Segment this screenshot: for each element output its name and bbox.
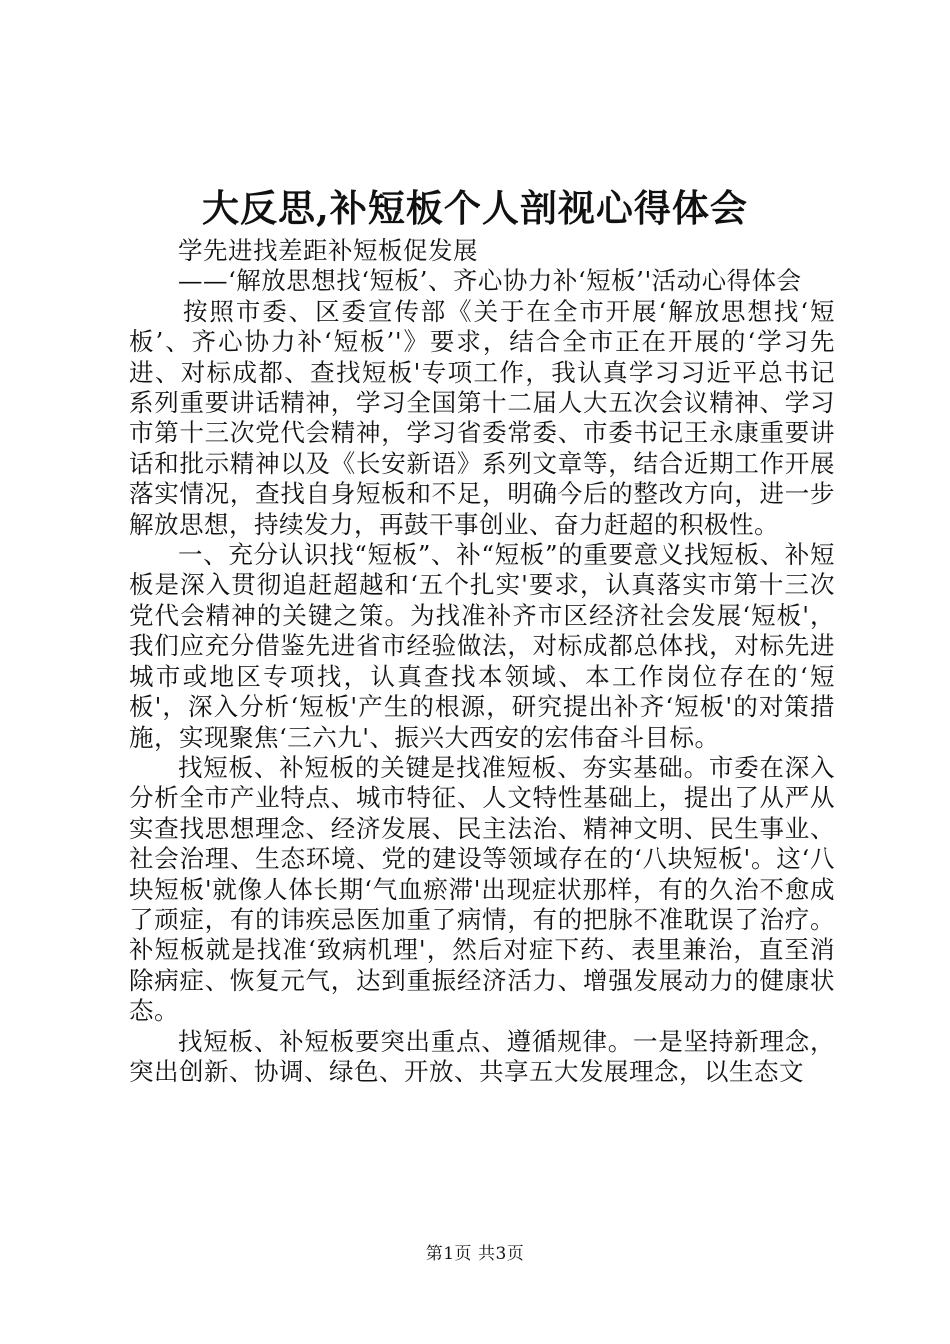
paragraph: 找短板、补短板要突出重点、遵循规律。一是坚持新理念，突出创新、协调、绿色、开放、共享五大发展理念，以生态文 xyxy=(129,1026,835,1086)
page-number-footer: 第1页 共3页 xyxy=(425,1244,525,1264)
subtitle-line-2: ——‘解放思想找‘短板’、齐心协力补‘短板’'活动心得体会 xyxy=(178,266,802,296)
document-title: 大反思,补短板个人剖视心得体会 xyxy=(202,186,748,230)
paragraph: 找短板、补短板的关键是找准短板、夯实基础。市委在深入分析全市产业特点、城市特征、人文特性基础上，提出了从严从实查找思想理念、经济发展、民主法治、精神文明、民生事业、社会治理、生态环境、党的建设等领域存在的‘八块短板'。这‘八块短板'就像人体长期‘气血瘀滞'出现症状那样，有的久治不愈成了顽症，有的讳疾忌医加重了病情，有的把脉不准耽误了治疗。补短板就是找准‘致病机理'，然后对症下药、表里兼治，直至消除病症、恢复元气，达到重振经济活力、增强发展动力的健康状态。 xyxy=(129,752,835,1026)
paragraph: 按照市委、区委宣传部《关于在全市开展‘解放思想找‘短板’、齐心协力补‘短板’'》要求，结合全市正在开展的‘学习先进、对标成都、查找短板'专项工作，我认真学习习近平总书记系列重要讲话精神，学习全国第十二届人大五次会议精神、学习市第十三次党代会精神，学习省委常委、市委书记王永康重要讲话和批示精神以及《长安新语》系列文章等，结合近期工作开展落实情况，查找自身短板和不足，明确今后的整改方向，进一步解放思想，持续发力，再鼓干事创业、奋力赶超的积极性。 xyxy=(129,296,835,539)
document-body xyxy=(129,236,835,1087)
paragraph: 一、充分认识找“短板”、补“短板”的重要意义找短板、补短板是深入贯彻追赶超越和‘五个扎实'要求，认真落实市第十三次党代会精神的关键之策。为找准补齐市区经济社会发展‘短板'，我们应充分借鉴先进省市经验做法，对标成都总体找，对标先进城市或地区专项找，认真查找本领域、本工作岗位存在的‘短板'，深入分析‘短板'产生的根源，研究提出补齐‘短板'的对策措施，实现聚焦‘三六九'、振兴大西安的宏伟奋斗目标。 xyxy=(129,540,835,752)
subtitle-line-1: 学先进找差距补短板促发展 xyxy=(178,236,478,265)
